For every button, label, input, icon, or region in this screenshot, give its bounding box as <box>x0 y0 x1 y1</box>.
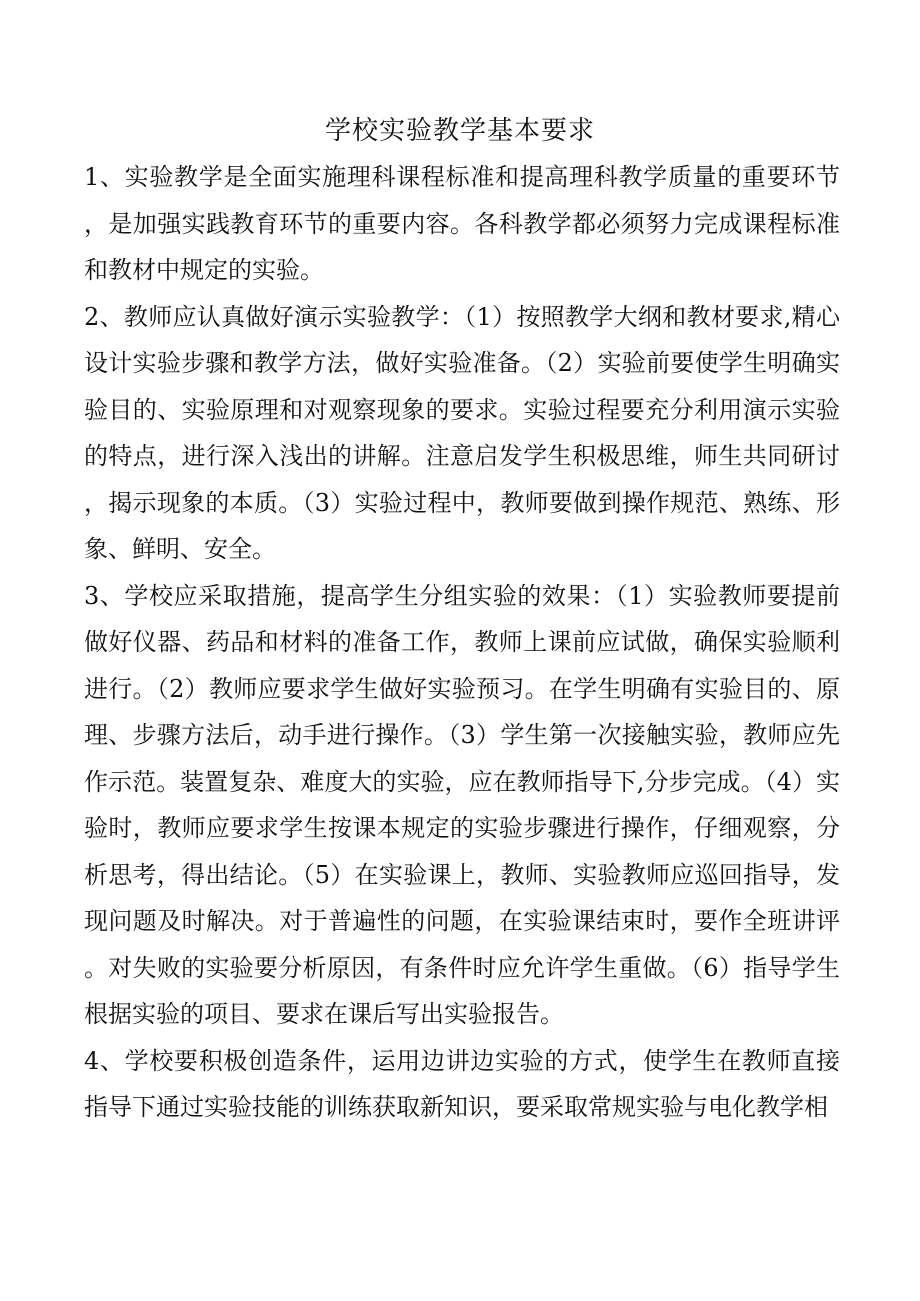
paragraph-1: 1、实验教学是全面实施理科课程标准和提高理科教学质量的重要环节，是加强实践教育环节的重要内容。各科教学都必须努力完成课程标准和教材中规定的实验。 <box>84 163 840 284</box>
paragraph-2: 2、教师应认真做好演示实验教学：（1）按照教学大纲和教材要求,精心设计实验步骤和教学方法，做好实验准备。（2）实验前要使学生明确实验目的、实验原理和对观察现象的要求。实验过程要充分利用演示实验的特点，进行深入浅出的讲解。注意启发学生积极思维，师生共同研讨，揭示现象的本质。（3）实验过程中，教师要做到操作规范、熟练、形象、鲜明、安全。 <box>84 302 840 563</box>
paragraph-4: 4、学校要积极创造条件，运用边讲边实验的方式，使学生在教师直接指导下通过实验技能的训练获取新知识，要采取常规实验与电化教学相 <box>84 1046 840 1121</box>
document-title: 学校实验教学基本要求 <box>324 116 595 146</box>
paragraph-3: 3、学校应采取措施，提高学生分组实验的效果：（1）实验教师要提前做好仪器、药品和材料的准备工作，教师上课前应试做，确保实验顺利进行。（2）教师应要求学生做好实验预习。在学生明确有实验目的、原理、步骤方法后，动手进行操作。（3）学生第一次接触实验，教师应先作示范。装置复杂、难度大的实验，应在教师指导下,分步完成。（4）实验时，教师应要求学生按课本规定的实验步骤进行操作，仔细观察，分析思考，得出结论。（5）在实验课上，教师、实验教师应巡回指导，发现问题及时解决。对于普遍性的问题，在实验课结束时，要作全班讲评。对失败的实验要分析原因，有条件时应允许学生重做。（6）指导学生根据实验的项目、要求在课后写出实验报告。 <box>84 581 840 1028</box>
document-body <box>84 154 840 1131</box>
